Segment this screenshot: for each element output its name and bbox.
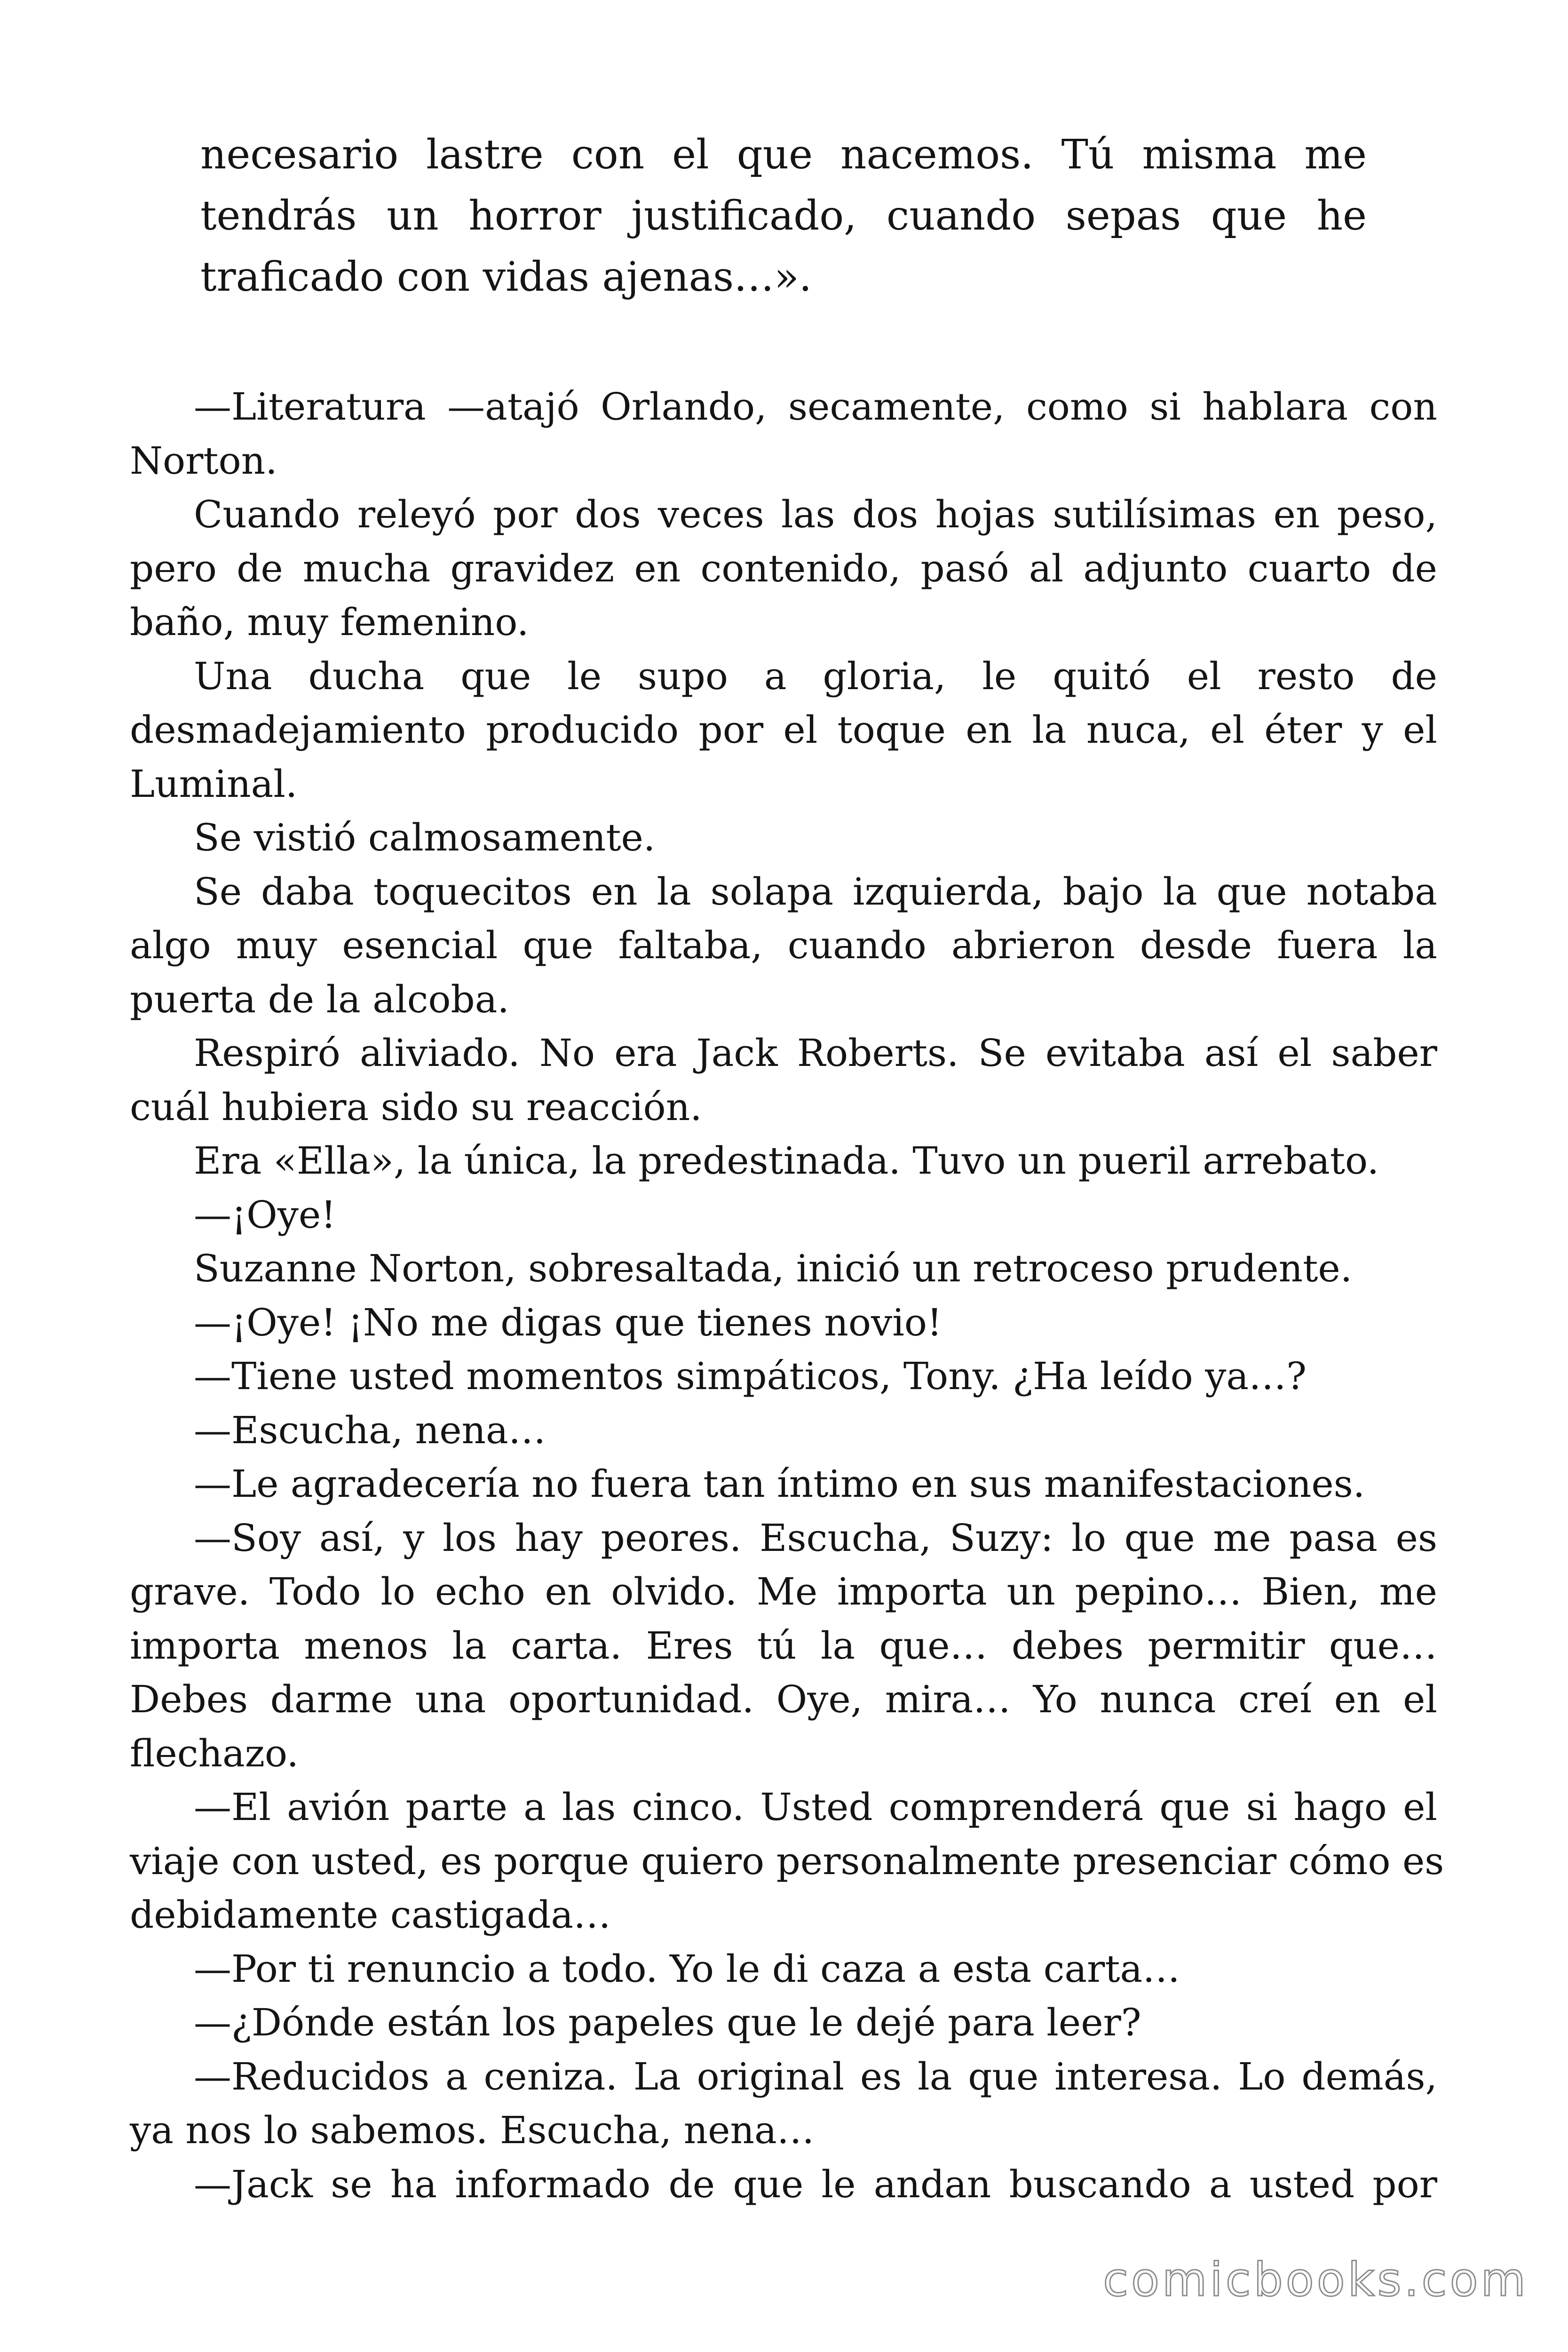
paragraph xyxy=(130,1457,1437,1511)
quote-line: tendrás un horror justificado, cuando sepas que he xyxy=(200,192,1367,239)
paragraph-line: Cuando releyó por dos veces las dos hojas sutilísimas en peso, xyxy=(194,493,1437,536)
paragraph xyxy=(130,1511,1437,1781)
paragraph xyxy=(130,488,1437,650)
paragraph-line: —Por ti renuncio a todo. Yo le di caza a esta carta… xyxy=(194,1947,1180,1991)
paragraph-line: puerta de la alcoba. xyxy=(130,977,509,1021)
paragraph-line: ya nos lo sabemos. Escucha, nena… xyxy=(130,2108,815,2152)
paragraph-line: Luminal. xyxy=(130,762,298,806)
paragraph-line: Era «Ella», la única, la predestinada. Tuvo un pueril arrebato. xyxy=(194,1139,1379,1183)
paragraph-line: —Jack se ha informado de que le andan buscando a usted por xyxy=(194,2162,1437,2206)
quoted-letter-block xyxy=(200,124,1367,308)
paragraph xyxy=(130,1404,1437,1458)
paragraph xyxy=(130,1996,1437,2050)
paragraph-line: debidamente castigada… xyxy=(130,1893,611,1937)
paragraph-line: cuál hubiera sido su reacción. xyxy=(130,1085,702,1129)
paragraph-line: Suzanne Norton, sobresaltada, inició un retroceso prudente. xyxy=(194,1247,1353,1290)
paragraph xyxy=(130,650,1437,811)
paragraph-line: Se daba toquecitos en la solapa izquierda, bajo la que notaba xyxy=(194,869,1437,914)
watermark-text: comicbooks.com xyxy=(1103,2253,1528,2307)
paragraph xyxy=(130,1942,1437,1996)
paragraph-line: —¡Oye! ¡No me digas que tienes novio! xyxy=(194,1300,942,1344)
paragraph-line: algo muy esencial que faltaba, cuando abrieron desde fuera la xyxy=(130,923,1437,967)
paragraph xyxy=(130,2158,1437,2212)
paragraph-line: —Le agradecería no fuera tan íntimo en sus manifestaciones. xyxy=(194,1462,1365,1506)
paragraph xyxy=(130,865,1437,1027)
paragraph-line: Se vistió calmosamente. xyxy=(194,816,656,859)
paragraph-line: —Literatura —atajó Orlando, secamente, como si hablara con xyxy=(194,385,1437,429)
paragraph xyxy=(130,380,1437,488)
paragraph xyxy=(130,1296,1437,1350)
paragraph-line: Norton. xyxy=(130,438,277,483)
paragraph-line: —Soy así, y los hay peores. Escucha, Suzy: lo que me pasa es xyxy=(194,1516,1437,1560)
paragraph xyxy=(130,1026,1437,1134)
paragraph-line: —Escucha, nena… xyxy=(194,1408,546,1452)
paragraph-line: Una ducha que le supo a gloria, le quitó el resto de xyxy=(194,654,1437,698)
paragraph-line: —¿Dónde están los papeles que le dejé para leer? xyxy=(194,2001,1141,2044)
paragraph xyxy=(130,1134,1437,1188)
paragraph-line: —Reducidos a ceniza. La original es la que interesa. Lo demás, xyxy=(194,2054,1437,2098)
paragraph-line: importa menos la carta. Eres tú la que… debes permitir que… xyxy=(130,1623,1437,1668)
paragraph xyxy=(130,2050,1437,2158)
quote-line: necesario lastre con el que nacemos. Tú misma me xyxy=(200,131,1367,178)
paragraph xyxy=(130,811,1437,865)
paragraph-line: desmadejamiento producido por el toque en la nuca, el éter y el xyxy=(130,708,1437,752)
paragraph-line: pero de mucha gravidez en contenido, pasó al adjunto cuarto de xyxy=(130,546,1437,590)
paragraph-line: baño, muy femenino. xyxy=(130,600,529,644)
quote-line: traficado con vidas ajenas…». xyxy=(200,254,812,301)
paragraph-line: grave. Todo lo echo en olvido. Me importa un pepino… Bien, me xyxy=(130,1570,1437,1613)
paragraph xyxy=(130,1242,1437,1296)
paragraph-line: flechazo. xyxy=(130,1731,299,1775)
paragraph-line: —El avión parte a las cinco. Usted comprenderá que si hago el xyxy=(194,1785,1437,1829)
paragraph-line: viaje con usted, es porque quiero personalmente presenciar cómo es xyxy=(130,1839,1444,1883)
paragraph xyxy=(130,1780,1444,1942)
paragraph xyxy=(130,1188,1437,1242)
paragraph-line: —¡Oye! xyxy=(194,1192,336,1237)
paragraph-line: —Tiene usted momentos simpáticos, Tony. ¿Ha leído ya…? xyxy=(194,1354,1307,1398)
paragraph-line: Debes darme una oportunidad. Oye, mira… Yo nunca creí en el xyxy=(130,1677,1437,1721)
body-text xyxy=(130,380,1444,2211)
paragraph-line: Respiró aliviado. No era Jack Roberts. Se evitaba así el saber xyxy=(194,1031,1437,1075)
paragraph xyxy=(130,1350,1437,1404)
